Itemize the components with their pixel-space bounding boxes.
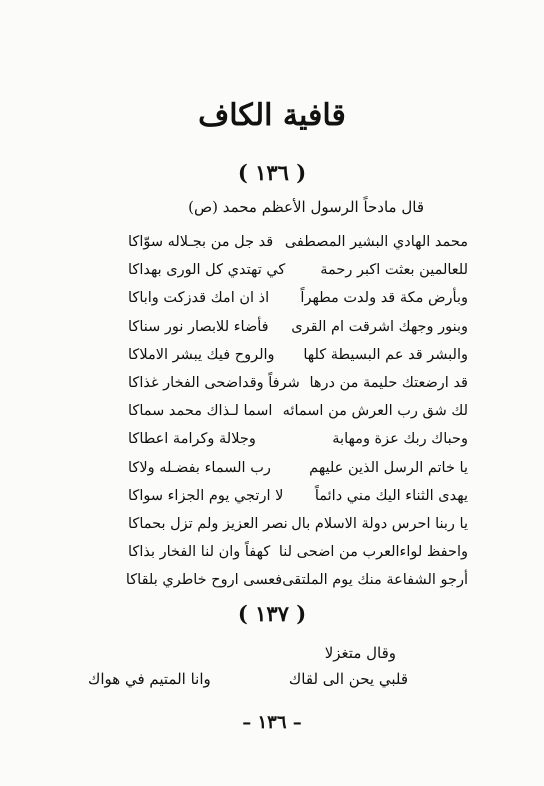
verse-first-hemistich: والبشر قد عم البسيطة كلها <box>303 346 468 363</box>
verse <box>128 313 468 341</box>
poem-number: ( ١٣٧ ) <box>237 601 307 626</box>
verse-first-hemistich: وحباك ربك عزة ومهابة <box>332 431 468 448</box>
verse <box>128 369 468 397</box>
poem-intro: وقال متغزلا <box>324 644 396 662</box>
verse-first-hemistich: وبنور وجهك اشرقت ام القرى <box>291 318 468 335</box>
verse-first-hemistich: لك شق رب العرش من اسمائه <box>282 403 468 420</box>
verse-first-hemistich: قد ارضعتك حليمة من درها <box>309 374 468 391</box>
verse-first-hemistich: أرجو الشفاعة منك يوم الملتقى <box>282 572 468 589</box>
poem-verses <box>125 228 468 594</box>
verse <box>125 566 468 594</box>
verse-second-hemistich: اسما لـذاك محمد سماكا <box>128 403 273 420</box>
poem-number: ( ١٣٦ ) <box>237 160 307 185</box>
verse-first-hemistich: يهدى الثناء اليك مني دائماً <box>314 487 468 504</box>
verse-second-hemistich: وانا المتيم في هواك <box>88 670 211 688</box>
verse <box>128 425 468 453</box>
verse-second-hemistich: شرفاً وقداضحى الفخار غذاكا <box>128 374 300 391</box>
verse <box>128 256 468 284</box>
verse-second-hemistich: نصر العزيز ولم تزل بحماكا <box>128 515 288 532</box>
verse-second-hemistich: وجلالة وكرامة اعطاكا <box>128 431 256 448</box>
verse <box>128 228 468 256</box>
verse-second-hemistich: اذ ان امك قدزكت واباكا <box>128 290 270 307</box>
verse <box>128 284 468 312</box>
verse-second-hemistich: كي تهتدي كل الورى بهداكا <box>128 262 286 279</box>
verse-first-hemistich: يا خاتم الرسل الذين عليهم <box>309 459 468 476</box>
verse-first-hemistich: وبأرض مكة قد ولدت مطهراً <box>300 290 468 307</box>
poem-intro: قال مادحاً الرسول الأعظم محمد (ص) <box>188 198 424 216</box>
verse <box>128 454 468 482</box>
section-title: قافية الكاف <box>198 98 346 133</box>
verse <box>128 482 468 510</box>
verse <box>128 538 468 566</box>
verse-second-hemistich: قد جل من بجـلاله سوّاكا <box>128 234 274 250</box>
verse <box>88 670 408 688</box>
verse-second-hemistich: والروح فيك يبشر الاملاكا <box>128 346 275 363</box>
verse <box>128 397 468 425</box>
verse-second-hemistich: رب السماء بفضـله ولاكا <box>128 459 271 476</box>
verse-first-hemistich: يا ربنا احرس دولة الاسلام بال <box>291 515 468 532</box>
verse-second-hemistich: كهفاً وان لنا الفخار بذاكا <box>128 544 271 561</box>
verse-first-hemistich: محمد الهادي البشير المصطفى <box>284 234 468 250</box>
verse-second-hemistich: فعسى اروح خاطري بلقاكا <box>125 572 283 589</box>
verse-first-hemistich: واحفظ لواءالعرب من اضحى لنا <box>278 544 468 561</box>
verse-second-hemistich: فأضاء للابصار نور سناكا <box>128 318 269 335</box>
verse <box>128 510 468 538</box>
page-number: – ١٣٦ – <box>242 712 302 733</box>
verse-first-hemistich: قلبي يحن الى لقاك <box>288 670 408 688</box>
verse <box>128 341 468 369</box>
verse-first-hemistich: للعالمين بعثت اكبر رحمة <box>320 262 468 279</box>
verse-second-hemistich: لا ارتجي يوم الجزاء سواكا <box>128 487 284 504</box>
